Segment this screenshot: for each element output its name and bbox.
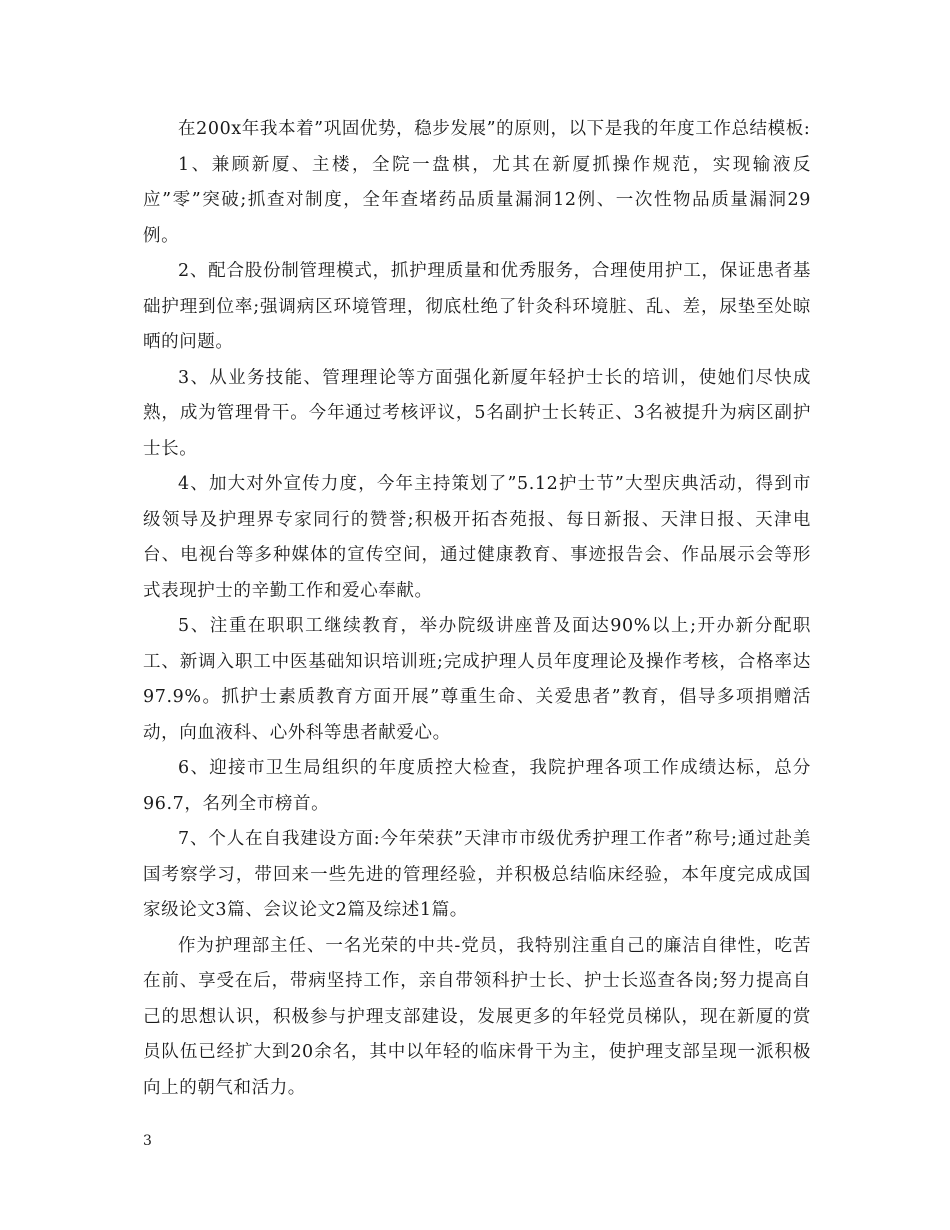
item-2-paragraph: 2、配合股份制管理模式，抓护理质量和优秀服务，合理使用护工，保证患者基础护理到位率;强调病区环境管理，彻底杜绝了针灸科环境脏、乱、差，尿垫至处晾晒的问题。 — [143, 261, 811, 352]
item-7-paragraph: 7、个人在自我建设方面:今年荣获”天津市市级优秀护理工作者”称号;通过赴美国考察学习，带回来一些先进的管理经验，并积极总结临床经验，本年度完成成国家级论文3篇、会议论文2篇及综述1篇。 — [143, 829, 811, 920]
item-3-paragraph: 3、从业务技能、管理理论等方面强化新厦年轻护士长的培训，使她们尽快成熟，成为管理骨干。今年通过考核评议，5名副护士长转正、3名被提升为病区副护士长。 — [143, 367, 811, 459]
document-body — [143, 112, 811, 1106]
item-1-paragraph: 1、兼顾新厦、主楼，全院一盘棋，尤其在新厦抓操作规范，实现输液反应”零”突破;抓查对制度，全年查堵药品质量漏洞12例、一次性物品质量漏洞29例。 — [143, 154, 811, 246]
item-4-paragraph: 4、加大对外宣传力度，今年主持策划了”5.12护士节”大型庆典活动，得到市级领导及护理界专家同行的赞誉;积极开拓杏苑报、每日新报、天津日报、天津电台、电视台等多种媒体的宣传空间，通过健康教育、事迹报告会、作品展示会等形式表现护士的辛勤工作和爱心奉献。 — [143, 474, 811, 601]
item-5-paragraph: 5、注重在职职工继续教育，举办院级讲座普及面达90%以上;开办新分配职工、新调入职工中医基础知识培训班;完成护理人员年度理论及操作考核，合格率达97.9%。抓护士素质教育方面开展”尊重生命、关爱患者”教育，倡导多项捐赠活动，向血液科、心外科等患者献爱心。 — [143, 616, 811, 743]
closing-paragraph: 作为护理部主任、一名光荣的中共-党员，我特别注重自己的廉洁自律性，吃苦在前、享受在后，带病坚持工作，亲自带领科护士长、护士长巡查各岗;努力提高自己的思想认识，积极参与护理支部建设，发展更多的年轻党员梯队，现在新厦的赏员队伍已经扩大到20余名，其中以年轻的临床骨干为主，使护理支部呈现一派积极向上的朝气和活力。 — [143, 935, 811, 1098]
page-number: 3 — [143, 1133, 152, 1149]
intro-paragraph: 在200x年我本着”巩固优势，稳步发展”的原则，以下是我的年度工作总结模板: — [178, 119, 811, 139]
item-6-paragraph: 6、迎接市卫生局组织的年度质控大检查，我院护理各项工作成绩达标，总分96.7，名列全市榜首。 — [143, 758, 811, 814]
